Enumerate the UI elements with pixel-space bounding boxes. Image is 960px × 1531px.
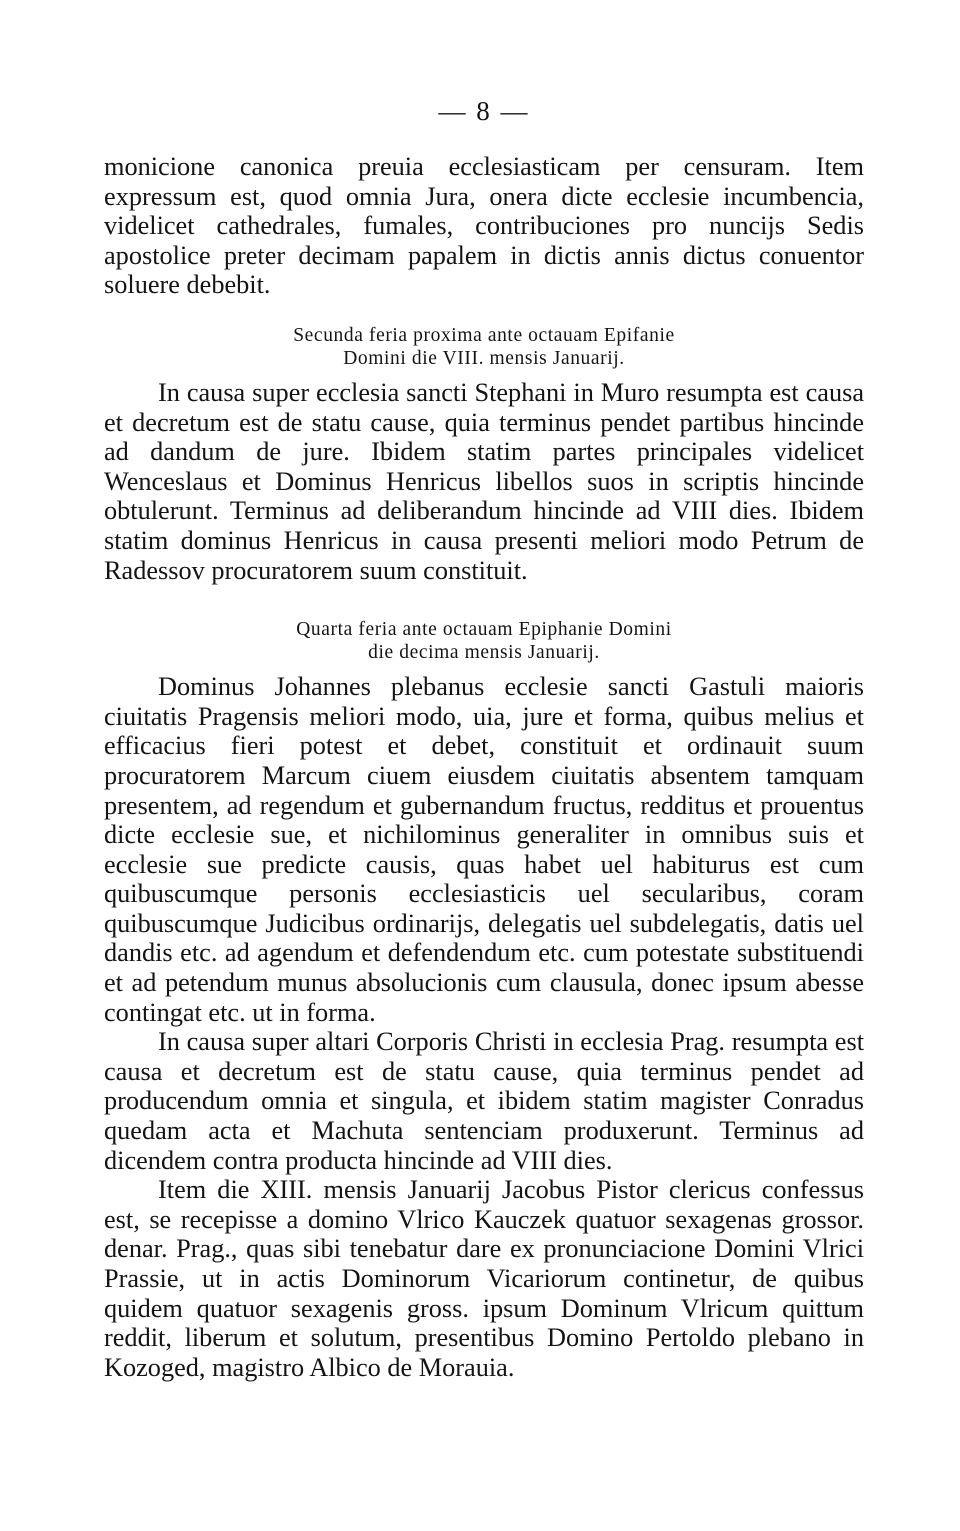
section-heading-2-line-1: Quarta feria ante octauam Epiphanie Domini bbox=[296, 619, 672, 641]
section-heading-1 bbox=[104, 324, 864, 370]
paragraph-4: In causa super altari Corporis Christi in ecclesia Prag. resumpta est causa et decretum est de statu cause, quia terminus pendet ad producendum omnia et singula, et ibidem statim magister Conradus quedam acta et Machuta sentenciam produxerunt. Terminus ad dicendem contra producta hincinde ad VIII dies. bbox=[104, 1027, 864, 1175]
paragraph-2: In causa super ecclesia sancti Stephani in Muro resumpta est causa et decretum est de statu cause, quia terminus pendet partibus hincinde ad dandum de jure. Ibidem statim partes principales videlicet Wenceslaus et Dominus Henricus libellos suos in scriptis hincinde obtulerunt. Terminus ad deliberandum hincinde ad VIII dies. Ibidem statim dominus Henricus in causa presenti meliori modo Petrum de Radessov procuratorem suum constituit. bbox=[104, 377, 864, 585]
page-number: — 8 — bbox=[438, 96, 530, 126]
section-heading-1-line-2: Domini die VIII. mensis Januarij. bbox=[343, 347, 625, 369]
section-heading-2-line-2: die decima mensis Januarij. bbox=[368, 642, 600, 664]
section-heading-1-line-1: Secunda feria proxima ante octauam Epifanie bbox=[293, 324, 675, 346]
document-page bbox=[104, 96, 864, 1382]
paragraph-1: monicione canonica preuia ecclesiasticam per censuram. Item expressum est, quod omnia Jura, onera dicte ecclesie incumbencia, videlicet cathedrales, fumales, contribuciones pro nuncijs Sedis apostolice preter decimam papalem in dictis annis dictus conuentor soluere debebit. bbox=[104, 152, 864, 300]
section-heading-2 bbox=[104, 618, 864, 664]
paragraph-5: Item die XIII. mensis Januarij Jacobus Pistor clericus confessus est, se recepisse a domino Vlrico Kauczek quatuor sexagenas grossor. denar. Prag., quas sibi tenebatur dare ex pronunciacione Domini Vlrici Prassie, ut in actis Dominorum Vicariorum continetur, de quibus quidem quatuor sexagenis gross. ipsum Dominum Vlricum quittum reddit, liberum et solutum, presentibus Domino Pertoldo plebano in Kozoged, magistro Albico de Morauia. bbox=[104, 1175, 864, 1382]
paragraph-3: Dominus Johannes plebanus ecclesie sancti Gastuli maioris ciuitatis Pragensis meliori modo, uia, jure et forma, quibus melius et efficacius fieri potest et debet, constituit et ordinauit suum procuratorem Marcum ciuem eiusdem ciuitatis absentem tamquam presentem, ad regendum et gubernandum fructus, redditus et prouentus dicte ecclesie sue, et nichilominus generaliter in omnibus suis et ecclesie sue predicte causis, quas habet uel habiturus est cum quibuscumque personis ecclesiasticis uel secularibus, coram quibuscumque Judicibus ordinarijs, delegatis uel subdelegatis, datis uel dandis etc. ad agendum et defendendum etc. cum potestate substituendi et ad petendum munus absolucionis cum clausula, donec ipsum abesse contingat etc. ut in forma. bbox=[104, 672, 864, 1027]
